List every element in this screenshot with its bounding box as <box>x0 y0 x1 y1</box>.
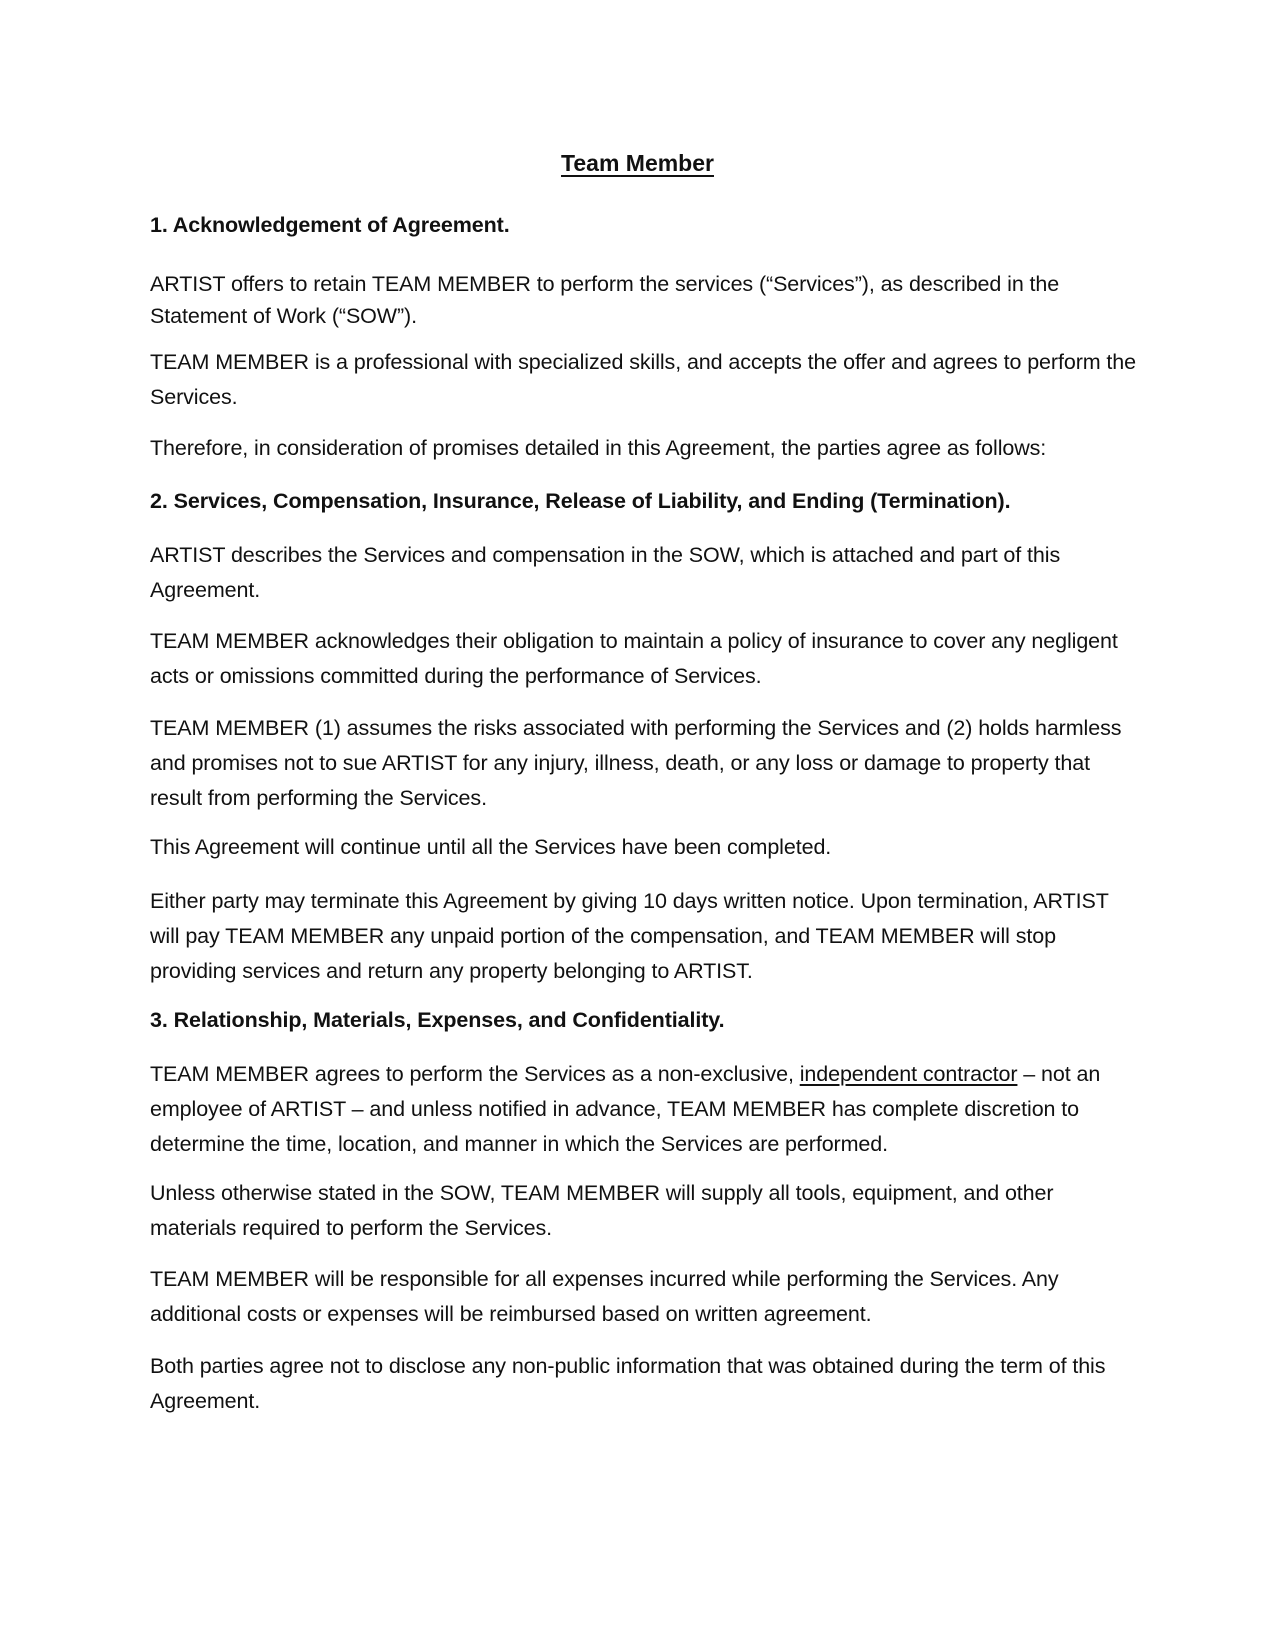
section-2-paragraph-1: ARTIST describes the Services and compensation in the SOW, which is attached and part of this Agreement. <box>150 543 1061 602</box>
section-1-paragraph-3: Therefore, in consideration of promises detailed in this Agreement, the parties agree as follows: <box>150 436 1047 460</box>
section-1-paragraph-2: TEAM MEMBER is a professional with specialized skills, and accepts the offer and agrees to perform the Services. <box>150 350 1137 409</box>
section-3-paragraph-4: Both parties agree not to disclose any non-public information that was obtained during the term of this Agreement. <box>150 1354 1106 1413</box>
section-2-paragraph-4: This Agreement will continue until all the Services have been completed. <box>150 835 832 859</box>
section-1-paragraph-1: ARTIST offers to retain TEAM MEMBER to perform the services (“Services”), as described in the Statement of Work (“SOW”). <box>150 272 1060 328</box>
section-2-heading: 2. Services, Compensation, Insurance, Release of Liability, and Ending (Termination). <box>150 489 1011 513</box>
section-3-heading: 3. Relationship, Materials, Expenses, and Confidentiality. <box>150 1008 725 1032</box>
section-3-paragraph-1-end: – not an employee of ARTIST – and unless notified in advance, TEAM MEMBER has complete discretion to determine the time, location, and manner in which the Services are performed. <box>150 1062 1101 1156</box>
section-3-paragraph-2: Unless otherwise stated in the SOW, TEAM MEMBER will supply all tools, equipment, and other materials required to perform the Services. <box>150 1181 1054 1240</box>
section-2-paragraph-5: Either party may terminate this Agreement by giving 10 days written notice. Upon termination, ARTIST will pay TEAM MEMBER any unpaid portion of the compensation, and TEAM MEMBER will stop providing services and return any property belonging to ARTIST. <box>150 889 1109 983</box>
section-1-heading: 1. Acknowledgement of Agreement. <box>150 213 510 237</box>
section-3-paragraph-3: TEAM MEMBER will be responsible for all expenses incurred while performing the Services. Any additional costs or expenses will be reimbursed based on written agreement. <box>150 1267 1059 1326</box>
independent-contractor-link[interactable]: independent contractor <box>799 1062 1018 1086</box>
section-2-paragraph-3: TEAM MEMBER (1) assumes the risks associated with performing the Services and (2) holds harmless and promises not to sue ARTIST for any injury, illness, death, or any loss or damage to property that result from performing the Services. <box>150 716 1122 810</box>
section-3-paragraph-1-start: TEAM MEMBER agrees to perform the Services as a non-exclusive, <box>150 1062 800 1086</box>
section-2-paragraph-2: TEAM MEMBER acknowledges their obligation to maintain a policy of insurance to cover any negligent acts or omissions committed during the performance of Services. <box>150 629 1118 688</box>
document-title: Team Member <box>561 150 714 176</box>
section-3-paragraph-1 <box>150 1057 1140 1162</box>
